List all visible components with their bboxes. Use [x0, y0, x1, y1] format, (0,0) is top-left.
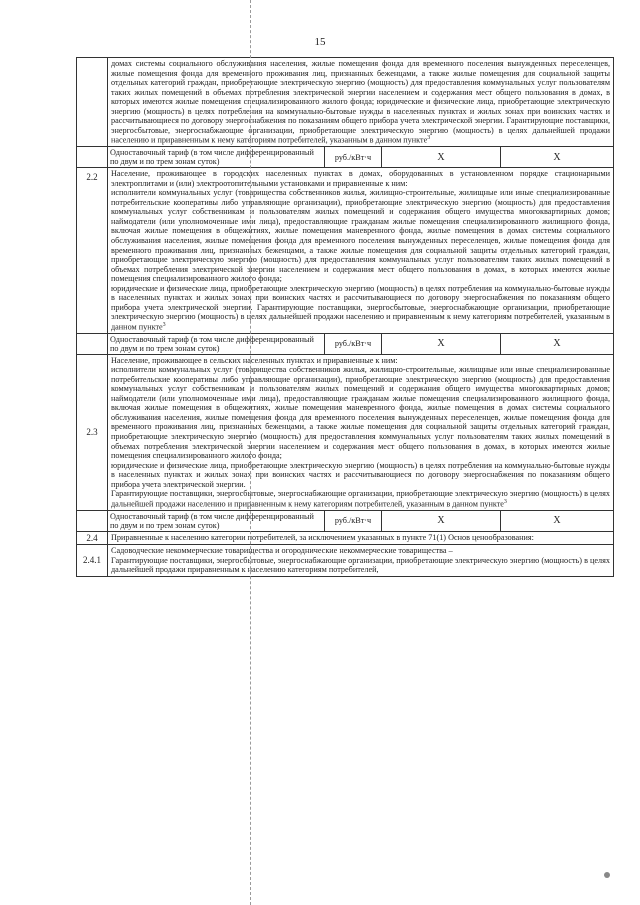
tariff-value-1: X — [382, 511, 501, 531]
table-row — [77, 168, 614, 334]
tariff-value-2: X — [553, 515, 561, 527]
scan-dot — [604, 872, 610, 878]
tariff-value-2: X — [553, 151, 561, 163]
tariff-row — [77, 147, 614, 168]
row-number-2-4: 2.4 — [77, 531, 108, 544]
row-2-4-1-text: Садоводческие некоммерческие товарищества и огороднические некоммерческие товарищества – Гарантирующие поставщики, энергосбытовые, энергоснабжающие организации, приобретающие электрическую энергию (мощность) в целях дальнейшей продажи приравненным к населению категориям потребителей, — [108, 545, 614, 577]
tariff-unit: руб./кВт·ч — [325, 511, 382, 531]
tariff-label: Одноставочный тариф (в том числе дифференцированный по двум и по трем зонам суток) — [108, 511, 325, 531]
table-row — [77, 354, 614, 510]
tariff-label: Одноставочный тариф (в том числе дифференцированный по двум и по трем зонам суток) — [108, 334, 325, 354]
tariff-row — [77, 333, 614, 354]
row-number-2-4-1: 2.4.1 — [77, 545, 108, 577]
row-2-4-text: Приравненные к населению категории потребителей, за исключением указанных в пункте 71(1) Основ ценообразования: — [108, 531, 614, 544]
row-number-2-2: 2.2 — [77, 168, 108, 334]
tariff-value-2: X — [553, 338, 561, 350]
page-number: 15 — [314, 36, 326, 48]
tariff-table — [76, 57, 614, 577]
tariff-unit: руб./кВт·ч — [325, 147, 382, 167]
row-number — [77, 58, 108, 147]
scan-fold-line — [250, 0, 251, 905]
table-row — [77, 531, 614, 544]
tariff-value-1: X — [382, 334, 501, 354]
row-2-2-text: Население, проживающее в городских населенных пунктах в домах, оборудованных в установленном порядке стационарными электроплитами и (или) электроотопительными установками и приравненные к ним: исполнители коммунальных услуг (товарищества собственников жилья, жилищно-строительные, жилищные или иные специализированные потребительские кооперативы либо управляющие организации), приобретающие электрическую энергию (мощность) для предоставления коммунальных услуг собственникам и пользователям жилых помещений и содержания общего имущества многоквартирных домов; наймодатели (или уполномоченные ими лица), предоставляющие гражданам жилые помещения специализированного жилищного фонда, включая жилые помещения в общежитиях, жилые помещения маневренного фонда, жилые помещения в домах системы социального обслуживания населения, жилые помещения фонда для временного поселения вынужденных переселенцев, жилые помещения фонда для временного проживания лиц, признанных беженцами, а также жилые помещения для социальной защиты отдельных категорий граждан, приобретающие электрическую энергию (мощность) для предоставления коммунальных услуг пользователям таких жилых помещений в объемах потребления электрической энергии населением и содержания мест общего пользования в домах, в которых имеются жилые помещения специализированного жилого фонда; юридические и физические лица, приобретающие электрическую энергию (мощность) в целях потребления на коммунально-бытовые нужды в населенных пунктах и жилых зонах при воинских частях и рассчитывающиеся по договору энергоснабжения по показаниям общего прибора учета электрической энергии. Гарантирующие поставщики, энергосбытовые, энергоснабжающие организации, приобретающие электрическую энергию (мощность) в целях дальнейшей продажи населению и приравненным к нему категориям потребителей, указанным в данном пункте$^3$ — [108, 168, 614, 334]
tariff-label: Одноставочный тариф (в том числе дифференцированный по двум и по трем зонам суток) — [108, 147, 325, 167]
tariff-row — [77, 510, 614, 531]
tariff-unit: руб./кВт·ч — [325, 334, 382, 354]
tariff-value-1: X — [382, 147, 501, 167]
table-row — [77, 545, 614, 577]
row-number-2-3: 2.3 — [77, 354, 108, 510]
row-2-3-text: Население, проживающее в сельских населенных пунктах и приравненные к ним: исполнители коммунальных услуг (товарищества собственников жилья, жилищно-строительные, жилищные или иные специализированные потребительские кооперативы либо управляющие организации), приобретающие электрическую энергию (мощность) для предоставления коммунальных услуг собственникам и пользователям жилых помещений и содержания общего имущества многоквартирных домов; наймодатели (или уполномоченные ими лица), предоставляющие гражданам жилые помещения специализированного жилищного фонда, включая жилые помещения в общежитиях, жилые помещения маневренного фонда, жилые помещения в домах системы социального обслуживания населения, жилые помещения фонда для временного поселения вынужденных переселенцев, жилые помещения фонда для временного проживания лиц, признанных беженцами, а также жилые помещения для социальной защиты отдельных категорий граждан, приобретающие электрическую энергию (мощность) для предоставления коммунальных услуг пользователям таких жилых помещений в объемах потребления электрической энергии населением и содержания мест общего пользования в домах, в которых имеются жилые помещения специализированного жилого фонда; юридические и физические лица, приобретающие электрическую энергию (мощность) в целях потребления на коммунально-бытовые нужды в населенных пунктах и жилых зонах при воинских частях и рассчитывающиеся по договору энергоснабжения по показаниям общего прибора учета электрической энергии. Гарантирующие поставщики, энергосбытовые, энергоснабжающие организации, приобретающие электрическую энергию (мощность) в целях дальнейшей продажи населению и приравненным к нему категориям потребителей, указанным в данном пункте$^3$ — [108, 354, 614, 510]
table-row — [77, 58, 614, 147]
row-2-1-tail-text: домах системы социального обслуживания населения, жилые помещения фонда для временного поселения вынужденных переселенцев, жилые помещения фонда для временного проживания лиц, признанных беженцами, а также жилые помещения для социальной защиты отдельных категорий граждан, приобретающие электрическую энергию (мощность) для предоставления коммунальных услуг пользователям таких жилых помещений в объемах потребления электрической энергии населением и содержания мест общего пользования в домах, в которых имеются жилые помещения специализированного жилого фонда; юридические и физические лица, приобретающие электрическую энергию (мощность) в целях потребления на коммунально-бытовые нужды в населенных пунктах и жилых зонах при воинских частях и рассчитывающиеся по договору энергоснабжения по показаниям общего прибора учета электрической энергии. Гарантирующие поставщики, энергосбытовые, энергоснабжающие организации, приобретающие электрическую энергию (мощность) в целях дальнейшей продажи населению и приравненным к нему категориям потребителей, указанным в данном пункте$^3$ — [108, 58, 614, 147]
